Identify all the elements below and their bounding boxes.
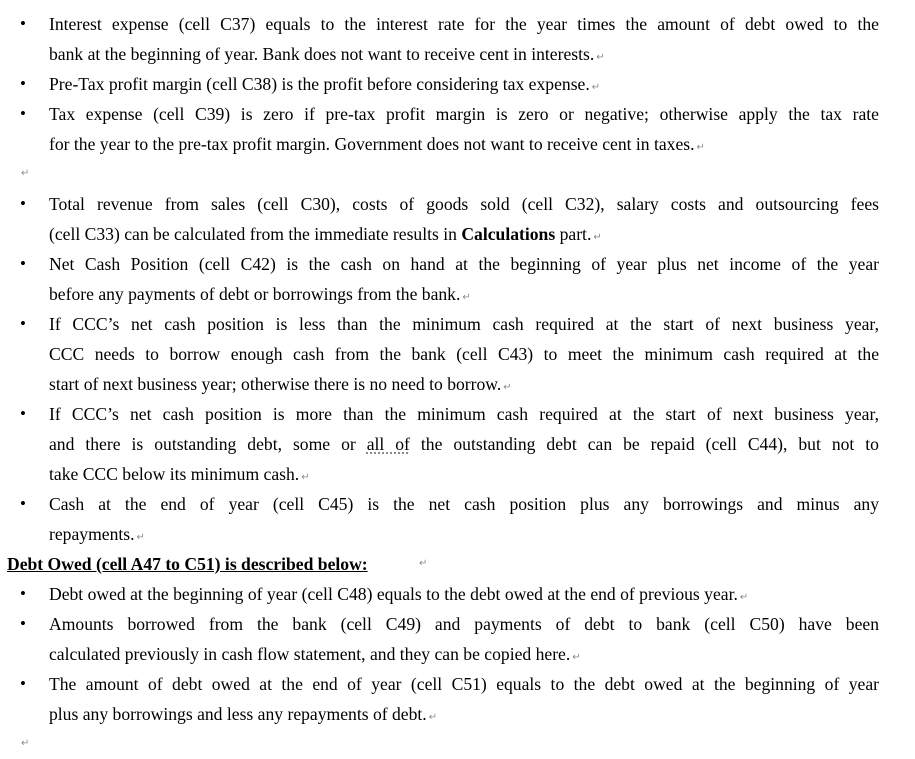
- list-item-line: and there is outstanding debt, some or: [49, 434, 367, 454]
- list-item-line: Interest expense (cell C37) equals to the interest rate for the year times the amount of debt owed to the: [49, 14, 879, 34]
- list-item-line: calculated previously in cash flow statement, and they can be copied here.: [49, 644, 571, 664]
- paragraph-mark-icon: ↵: [593, 232, 602, 243]
- bold-term-calculations: Calculations: [461, 224, 556, 244]
- list-item-borrow: [0, 309, 915, 339]
- list-item-line-end: [49, 279, 879, 313]
- paragraph-mark-icon: ↵: [739, 592, 749, 603]
- list-item-continuation: [0, 39, 915, 69]
- list-item-line-end: [49, 519, 879, 553]
- list-item-line: take CCC below its minimum cash.: [49, 464, 300, 484]
- list-item-debt-end: [0, 669, 915, 699]
- list-item-line: for the year to the pre-tax profit margin. Government does not want to receive cent in taxes.: [49, 134, 695, 154]
- paragraph-mark-icon: ↵: [21, 738, 30, 749]
- list-item-line: bank at the beginning of year. Bank does not want to receive cent in interests.: [49, 44, 595, 64]
- list-item-line-end: [49, 459, 879, 493]
- list-item-line: CCC needs to borrow enough cash from the bank (cell C43) to meet the minimum cash required at the: [49, 344, 879, 364]
- list-item-continuation: [0, 699, 915, 729]
- bullet-icon: •: [20, 14, 26, 33]
- list-item-line: Tax expense (cell C39) is zero if pre-tax profit margin is zero or negative; otherwise apply the tax rate: [49, 104, 879, 124]
- list-item-continuation: [0, 639, 915, 669]
- list-item-continuation: [0, 129, 915, 159]
- bullet-icon: •: [20, 494, 26, 513]
- bullet-icon: •: [20, 404, 26, 423]
- list-item-line-end: [49, 699, 879, 733]
- list-item-repay: [0, 399, 915, 429]
- list-item-line-end: [49, 579, 879, 613]
- list-item-line: start of next business year; otherwise there is no need to borrow.: [49, 374, 502, 394]
- bullet-icon: •: [20, 614, 26, 633]
- paragraph-mark-icon: ↵: [428, 712, 438, 723]
- list-item-line-mixed: [49, 429, 879, 459]
- paragraph-mark-icon: ↵: [591, 82, 601, 93]
- paragraph-mark-icon: ↵: [503, 382, 512, 393]
- list-item-tax-expense: [0, 99, 915, 129]
- list-item-line-end: [49, 129, 879, 163]
- list-item-line-end: [49, 219, 879, 253]
- paragraph-mark-icon: ↵: [301, 472, 310, 483]
- paragraph-mark-icon: ↵: [696, 142, 705, 153]
- list-item-line: The amount of debt owed at the end of year (cell C51) equals to the debt owed at the beginning of year: [49, 674, 879, 694]
- empty-paragraph: [0, 159, 915, 189]
- list-item-line-end: [49, 639, 879, 673]
- list-item-line: repayments.: [49, 524, 135, 544]
- list-item-cash-end-of-year: [0, 489, 915, 519]
- list-item-line: the outstanding debt can be repaid (cell C44), but not to: [409, 434, 879, 454]
- list-item-continuation: [0, 279, 915, 309]
- list-item-line: part.: [555, 224, 592, 244]
- empty-paragraph: [0, 729, 915, 759]
- paragraph-mark-icon: ↵: [572, 652, 581, 663]
- list-item-total-revenue: [0, 189, 915, 219]
- bullet-icon: •: [20, 194, 26, 213]
- paragraph-mark-icon: ↵: [462, 292, 471, 303]
- bullet-icon: •: [20, 104, 26, 123]
- list-item-line-end: [49, 69, 879, 103]
- paragraph-mark-icon: ↵: [596, 52, 605, 63]
- bullet-icon: •: [20, 584, 26, 603]
- list-item-line: Total revenue from sales (cell C30), costs of goods sold (cell C32), salary costs and outsourcing fees: [49, 194, 879, 214]
- list-item-interest-expense: [0, 9, 915, 39]
- list-item-line: (cell C33) can be calculated from the immediate results in: [49, 224, 462, 244]
- list-item-line: Net Cash Position (cell C42) is the cash on hand at the beginning of year plus net income of the year: [49, 254, 879, 274]
- list-item-continuation: [0, 339, 915, 369]
- list-item-pretax-margin: [0, 69, 915, 99]
- section-heading-debt-owed: [0, 549, 915, 579]
- list-item-line: Pre-Tax profit margin (cell C38) is the profit before considering tax expense.: [49, 74, 590, 94]
- list-item-continuation: [0, 429, 915, 459]
- list-item-amounts-borrowed: [0, 609, 915, 639]
- paragraph-mark-icon: ↵: [136, 532, 145, 543]
- paragraph-mark-icon: ↵: [419, 558, 428, 569]
- bullet-icon: •: [20, 314, 26, 333]
- list-item-line: before any payments of debt or borrowings from the bank.: [49, 284, 461, 304]
- list-item-continuation: [0, 459, 915, 489]
- list-item-line-end: [49, 39, 879, 73]
- bullet-icon: •: [20, 674, 26, 693]
- list-item-net-cash-position: [0, 249, 915, 279]
- bullet-icon: •: [20, 74, 26, 93]
- list-item-continuation: [0, 219, 915, 249]
- grammar-marked-text: all of: [366, 434, 410, 454]
- heading-label: Debt Owed (cell A47 to C51) is described below:: [7, 554, 368, 574]
- list-item-continuation: [0, 369, 915, 399]
- list-item-debt-beginning: [0, 579, 915, 609]
- section-heading-text: [7, 549, 368, 579]
- list-item-line: Amounts borrowed from the bank (cell C49) and payments of debt to bank (cell C50) have been: [49, 614, 879, 634]
- list-item-line: If CCC’s net cash position is more than the minimum cash required at the start of next business year,: [49, 404, 879, 424]
- list-item-line: Debt owed at the beginning of year (cell C48) equals to the debt owed at the end of previous year.: [49, 584, 738, 604]
- list-item-line-end: [49, 369, 879, 403]
- list-item-line: If CCC’s net cash position is less than the minimum cash required at the start of next business year,: [49, 314, 879, 334]
- list-item-line: plus any borrowings and less any repayments of debt.: [49, 704, 427, 724]
- list-item-line: Cash at the end of year (cell C45) is the net cash position plus any borrowings and minus any: [49, 494, 879, 514]
- bullet-icon: •: [20, 254, 26, 273]
- list-item-continuation: [0, 519, 915, 549]
- paragraph-mark-icon: ↵: [21, 168, 30, 179]
